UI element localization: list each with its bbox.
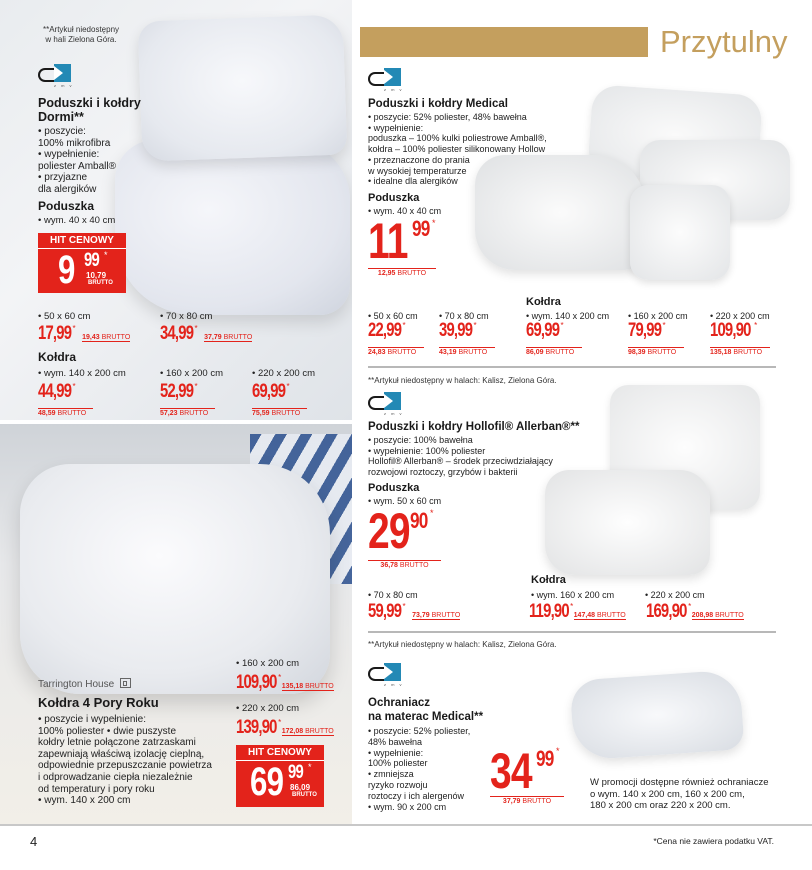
- dormi-title: Poduszki i kołdry Dormi**: [38, 96, 141, 124]
- hollofil-title: Poduszki i kołdry Hollofil® Allerban®**: [368, 421, 580, 433]
- protector-promo-note: W promocji dostępne również ochraniacze o wym. 140 x 200 cm, 160 x 200 cm, 180 x 200 cm oraz 220 x 200 cm.: [590, 777, 769, 811]
- price-item: 169,90* 208,98 BRUTTO: [646, 601, 744, 622]
- zmv-logo-icon: z m v: [368, 68, 404, 92]
- price-item: • 220 x 200 cm 109,90 * 135,18 BRUTTO: [710, 311, 770, 356]
- protector-features: • poszycie: 52% poliester, 48% bawełna • wypełnienie: 100% poliester • zmniejsza ryzyko rozwoju roztoczy i ich alergenów • wym. 90 x 200 cm: [368, 726, 471, 812]
- four-seasons-title: Kołdra 4 Pory Roku: [38, 695, 159, 710]
- medical-photo: [470, 85, 800, 285]
- zmv-logo-icon: z m v: [38, 64, 74, 88]
- zmv-logo-icon: z m v: [368, 663, 404, 687]
- four-seasons-features: • poszycie i wypełnienie: 100% poliester • dwie puszyste kołdry letnie połączone zatrzaskami zapewniają właściwą izolację cieplną, odpowiednie przepuszczanie powietrza i odprowadzanie ciepła niezależnie od temperatury i pory roku • wym. 140 x 200 cm: [38, 714, 212, 807]
- dormi-pillow-label: Poduszka: [38, 199, 95, 213]
- protector-price: 34 99 * 37,79 BRUTTO: [490, 746, 570, 812]
- hollofil-features: • poszycie: 100% bawełna • wypełnienie: 100% poliester Hollofil® Allerban® – środek przeciwdziałający rozwojowi roztoczy, grzybów i bakterii: [368, 435, 553, 478]
- protector-photo: [562, 655, 752, 765]
- dormi-features: • poszycie: 100% mikrofibra • wypełnienie: poliester Amball® • przyjazne dla alergików: [38, 126, 116, 195]
- price-item: • 70 x 80 cm 39,99* 43,19 BRUTTO: [439, 311, 495, 359]
- divider: [368, 631, 776, 633]
- footer-divider: [0, 824, 812, 826]
- dormi-availability-note: **Artykuł niedostępny w hali Zielona Góra.: [42, 25, 120, 44]
- dormi-pillow-size: • wym. 40 x 40 cm: [38, 215, 116, 226]
- dormi-hit-price-box: HIT CENOWY 9 99 * 10,79 BRUTTO: [38, 233, 126, 293]
- price-item: • 160 x 200 cm 79,99* 98,39 BRUTTO: [628, 311, 688, 356]
- price-item: • wym. 140 x 200 cm 69,99* 86,09 BRUTTO: [526, 311, 610, 356]
- page-number: 4: [30, 834, 38, 849]
- zmv-logo-icon: z m v: [368, 392, 404, 416]
- duvet-photo: [115, 140, 350, 315]
- dormi-duvet-label: Kołdra: [38, 350, 77, 364]
- price-item: 109,90* 135,18 BRUTTO: [236, 672, 334, 693]
- hollofil-photo: [545, 380, 775, 575]
- price-item: 59,99* 73,79 BRUTTO: [368, 601, 461, 622]
- price-item: 44,99* 48,59 BRUTTO: [38, 382, 93, 420]
- price-decimal: 99: [84, 250, 99, 271]
- hollofil-pillow-price: 29 90 * 36,78 BRUTTO: [368, 506, 448, 568]
- four-seasons-hit-price-box: HIT CENOWY 69 99 * 86,09 BRUTTO: [236, 745, 324, 807]
- price-item: • 50 x 60 cm 22,99* 24,83 BRUTTO: [368, 311, 424, 359]
- brand-title: Przytulny: [660, 24, 788, 59]
- medical-pillow-price: 11 99 * 12,95 BRUTTO: [368, 213, 436, 277]
- header-accent-bar: [360, 27, 648, 57]
- medical-features: • poszycie: 52% poliester, 48% bawełna • wypełnienie: poduszka – 100% kulki poliestrowe Amball®, kołdra – 100% poliester silikonowany Hollow • przeznaczone do prania w wysokiej temperaturze • idealne dla alergików: [368, 112, 547, 187]
- protector-title: Ochraniacz na materac Medical**: [368, 697, 484, 723]
- price-item: 69,99* 75,59 BRUTTO: [252, 382, 307, 420]
- medical-title: Poduszki i kołdry Medical: [368, 98, 508, 110]
- pillow-photo: [138, 14, 348, 161]
- hollofil-availability-note: **Artykuł niedostępny w halach: Kalisz, Zielona Góra.: [368, 376, 557, 385]
- price-item: 52,99* 57,23 BRUTTO: [160, 382, 215, 420]
- price-item: 34,99* 37,79 BRUTTO: [160, 323, 253, 344]
- brutto-value: 10,79: [86, 271, 107, 280]
- divider: [368, 366, 776, 368]
- price-item: 17,99* 19,43 BRUTTO: [38, 323, 131, 344]
- house-icon: [120, 678, 131, 688]
- protector-availability-note: **Artykuł niedostępny w halach: Kalisz, Zielona Góra.: [368, 640, 557, 649]
- price-item: 139,90* 172,08 BRUTTO: [236, 717, 334, 738]
- brand-tarrington: Tarrington House: [38, 678, 131, 690]
- price-item: 119,90* 147,48 BRUTTO: [529, 601, 626, 622]
- price-integer: 9: [58, 248, 75, 292]
- hit-label: HIT CENOWY: [38, 233, 126, 249]
- vat-note: *Cena nie zawiera podatku VAT.: [653, 836, 774, 846]
